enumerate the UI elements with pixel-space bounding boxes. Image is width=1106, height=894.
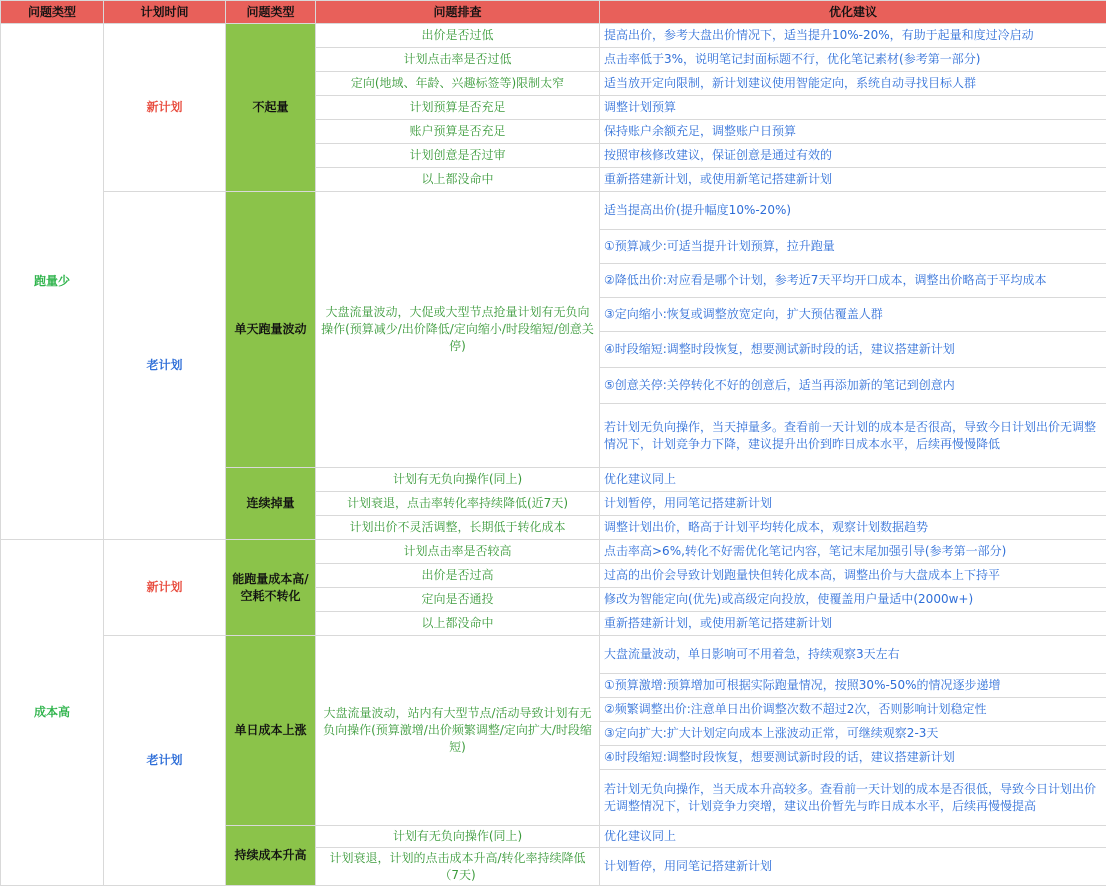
check-cell: 计划衰退，计划的点击成本升高/转化率持续降低（7天): [316, 848, 600, 886]
check-cell: 账户预算是否充足: [316, 120, 600, 144]
header-troubleshoot: 问题排查: [316, 1, 600, 24]
check-cell: 计划衰退，点击率转化率持续降低(近7天): [316, 492, 600, 516]
subtype-no-volume: 不起量: [226, 24, 316, 192]
advice-cell: 按照审核修改建议，保证创意是通过有效的: [600, 144, 1106, 168]
advice-cell: 重新搭建新计划，或使用新笔记搭建新计划: [600, 168, 1106, 192]
check-cell: 出价是否过低: [316, 24, 600, 48]
header-row: [1, 1, 1106, 24]
check-cell: 定向是否通投: [316, 588, 600, 612]
advice-cell: 若计划无负向操作，当天成本升高较多。查看前一天计划的成本是否很低，导致今日计划出价无调整情况下，计划竞争力突增，建议出价暂先与昨日成本水平，后续再慢慢提高: [600, 770, 1106, 826]
plan-time-new: 新计划: [104, 24, 226, 192]
check-cell: 出价是否过高: [316, 564, 600, 588]
section-type-high-cost: 成本高: [1, 540, 104, 886]
subtype-continuous-cost-rise: 持续成本升高: [226, 826, 316, 886]
check-cell: 计划预算是否充足: [316, 96, 600, 120]
check-cell: 大盘流量波动，站内有大型节点/活动导致计划有无负向操作(预算激增/出价频繁调整/定向扩大/时段缩短): [316, 636, 600, 826]
table-row: [1, 636, 1106, 674]
table-row: [1, 540, 1106, 564]
plan-time-old: 老计划: [104, 636, 226, 886]
header-advice: 优化建议: [600, 1, 1106, 24]
check-cell: 计划点击率是否较高: [316, 540, 600, 564]
advice-cell: 调整计划预算: [600, 96, 1106, 120]
check-cell: 计划有无负向操作(同上): [316, 826, 600, 848]
advice-cell: ④时段缩短:调整时段恢复，想要测试新时段的话，建议搭建新计划: [600, 746, 1106, 770]
check-cell: 计划有无负向操作(同上): [316, 468, 600, 492]
advice-cell: 提高出价，参考大盘出价情况下，适当提升10%-20%，有助于起量和度过冷启动: [600, 24, 1106, 48]
header-problem-subtype: 问题类型: [226, 1, 316, 24]
advice-cell: ②频繁调整出价:注意单日出价调整次数不超过2次，否则影响计划稳定性: [600, 698, 1106, 722]
advice-cell: 修改为智能定向(优先)或高级定向投放，使覆盖用户量适中(2000w+): [600, 588, 1106, 612]
advice-cell: ①预算激增:预算增加可根据实际跑量情况，按照30%-50%的情况逐步递增: [600, 674, 1106, 698]
advice-cell: 点击率高>6%,转化不好需优化笔记内容，笔记末尾加强引导(参考第一部分): [600, 540, 1106, 564]
plan-time-new: 新计划: [104, 540, 226, 636]
advice-cell: ⑤创意关停:关停转化不好的创意后，适当再添加新的笔记到创意内: [600, 368, 1106, 404]
advice-cell: 点击率低于3%，说明笔记封面标题不行，优化笔记素材(参考第一部分): [600, 48, 1106, 72]
section-type-low-volume: 跑量少: [1, 24, 104, 540]
check-cell: 计划出价不灵活调整，长期低于转化成本: [316, 516, 600, 540]
subtype-daily-fluctuation: 单天跑量波动: [226, 192, 316, 468]
advice-cell: 若计划无负向操作，当天掉量多。查看前一天计划的成本是否很高，导致今日计划出价无调整情况下，计划竞争力下降，建议提升出价到昨日成本水平，后续再慢慢降低: [600, 404, 1106, 468]
advice-cell: ①预算减少:可适当提升计划预算，拉升跑量: [600, 230, 1106, 264]
advice-cell: 适当提高出价(提升幅度10%-20%): [600, 192, 1106, 230]
subtype-continuous-drop: 连续掉量: [226, 468, 316, 540]
check-cell: 定向(地域、年龄、兴趣标签等)限制太窄: [316, 72, 600, 96]
advice-cell: 重新搭建新计划，或使用新笔记搭建新计划: [600, 612, 1106, 636]
advice-cell: ④时段缩短:调整时段恢复，想要测试新时段的话，建议搭建新计划: [600, 332, 1106, 368]
advice-cell: 调整计划出价，略高于计划平均转化成本，观察计划数据趋势: [600, 516, 1106, 540]
advice-cell: 优化建议同上: [600, 826, 1106, 848]
advice-cell: 适当放开定向限制，新计划建议使用智能定向，系统自动寻找目标人群: [600, 72, 1106, 96]
table-row: [1, 192, 1106, 230]
advice-cell: 保持账户余额充足，调整账户日预算: [600, 120, 1106, 144]
check-cell: 计划点击率是否过低: [316, 48, 600, 72]
advice-cell: 计划暂停，用同笔记搭建新计划: [600, 848, 1106, 886]
check-cell: 以上都没命中: [316, 168, 600, 192]
check-cell: 大盘流量波动，大促或大型节点抢量计划有无负向操作(预算减少/出价降低/定向缩小/时段缩短/创意关停): [316, 192, 600, 468]
check-cell: 以上都没命中: [316, 612, 600, 636]
advice-cell: 过高的出价会导致计划跑量快但转化成本高，调整出价与大盘成本上下持平: [600, 564, 1106, 588]
plan-time-old: 老计划: [104, 192, 226, 540]
subtype-daily-cost-rise: 单日成本上涨: [226, 636, 316, 826]
advice-cell: ③定向扩大:扩大计划定向成本上涨波动正常，可继续观察2-3天: [600, 722, 1106, 746]
advice-cell: ③定向缩小:恢复或调整放宽定向，扩大预估覆盖人群: [600, 298, 1106, 332]
subtype-high-cost-no-conversion: 能跑量成本高/空耗不转化: [226, 540, 316, 636]
advice-cell: 优化建议同上: [600, 468, 1106, 492]
header-plan-time: 计划时间: [104, 1, 226, 24]
header-problem-type: 问题类型: [1, 1, 104, 24]
check-cell: 计划创意是否过审: [316, 144, 600, 168]
advice-cell: ②降低出价:对应看是哪个计划，参考近7天平均开口成本，调整出价略高于平均成本: [600, 264, 1106, 298]
advice-cell: 计划暂停，用同笔记搭建新计划: [600, 492, 1106, 516]
table-row: [1, 24, 1106, 48]
advice-cell: 大盘流量波动，单日影响可不用着急，持续观察3天左右: [600, 636, 1106, 674]
